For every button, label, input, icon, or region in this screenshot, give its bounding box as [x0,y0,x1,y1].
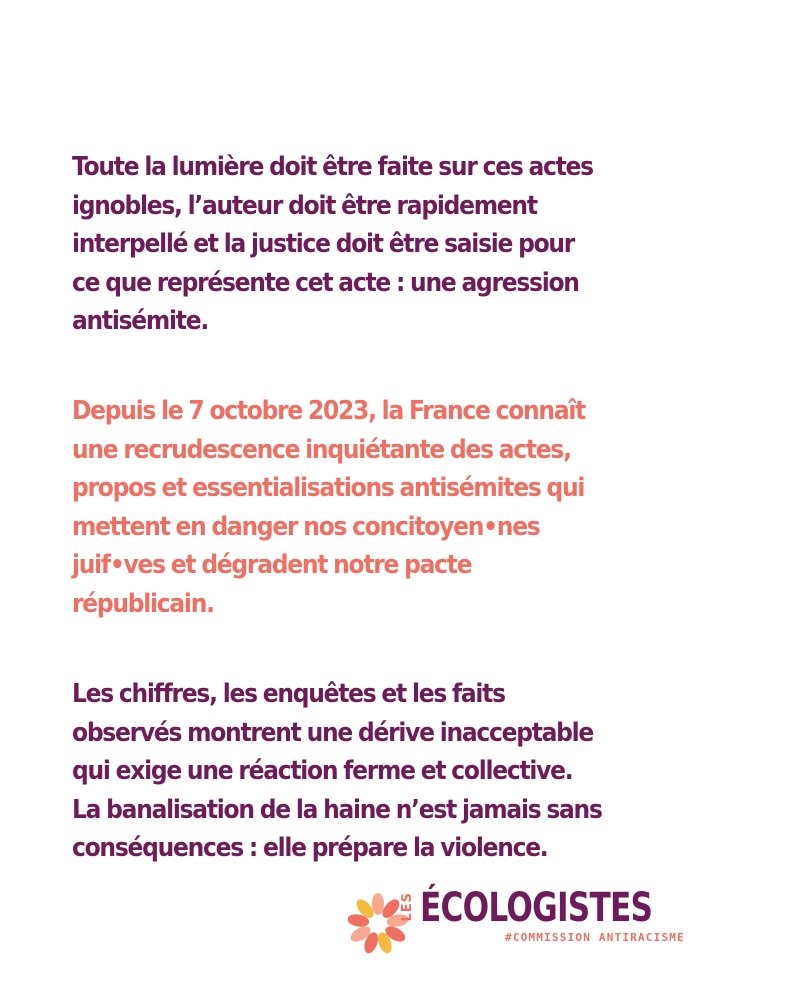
statement-paragraph-3 [72,675,733,868]
text-line: Toute la lumière doit être faite sur ces actes [72,152,593,182]
statement-paragraph-1 [72,148,733,341]
text-line: juif•ves et dégradent notre pacte [72,550,472,580]
text-line: qui exige une réaction ferme et collective. [72,756,573,786]
text-line: observés montrent une dérive inacceptable [72,717,594,748]
text-line: ignobles, l’auteur doit être rapidement [72,190,537,221]
logo-tagline: #COMMISSION ANTIRACISME [505,931,685,944]
text-line: conséquences : elle prépare la violence. [72,833,548,863]
statement-paragraph-2 [72,392,733,623]
logo-prefix: LES [400,892,415,922]
text-line: ce que représente cet acte : une agression [72,267,579,298]
text-line: La banalisation de la haine n’est jamais sans [72,794,602,825]
text-line: antisémite. [72,306,208,336]
text-line: Depuis le 7 octobre 2023, la France connaît [72,396,586,426]
text-line: mettent en danger nos concitoyen•nes [72,511,540,542]
text-line: interpellé et la justice doit être saisie pour [72,229,575,259]
text-line: propos et essentialisations antisémites qui [72,473,585,503]
text-line: une recrudescence inquiétante des actes, [72,434,571,465]
text-line: républicain. [72,588,214,619]
text-line: Les chiffres, les enquêtes et les faits [72,679,505,709]
logo-name: ÉCOLOGISTES [420,885,653,931]
ecologistes-logo [348,886,728,966]
